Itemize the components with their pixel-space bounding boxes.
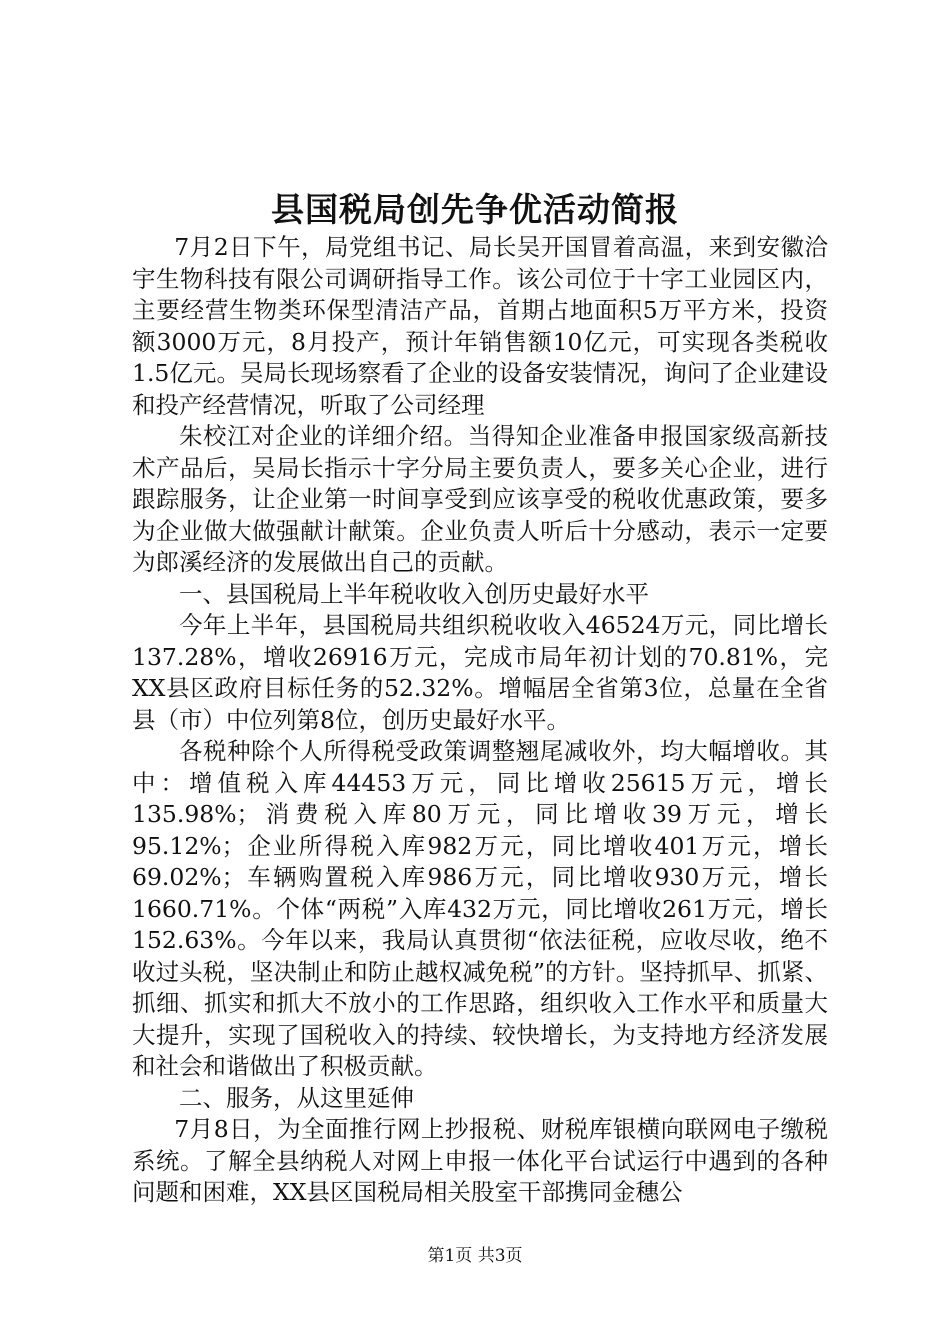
paragraph-4: 各税种除个人所得税受政策调整翘尾减收外，均大幅增收。其中：增值税入库44453万元，同比增收25615万元，增长135.98%；消费税入库80万元，同比增收39万元，增长95.12%；企业所得税入库982万元，同比增收401万元，增长69.02%；车辆购置税入库986万元，同比增收930万元，增长1660.71%。个体“两税”入库432万元，同比增收261万元，增长152.63%。今年以来，我局认真贯彻“依法征税，应收尽收，绝不收过头税，坚决制止和防止越权减免税”的方针。坚持抓早、抓紧、抓细、抓实和抓大不放小的工作思路，组织收入工作水平和质量大大提升，实现了国税收入的持续、较快增长，为支持地方经济发展和社会和谐做出了积极贡献。 [132,737,828,1080]
paragraph-2: 朱校江对企业的详细介绍。当得知企业准备申报国家级高新技术产品后，吴局长指示十字分局主要负责人，要多关心企业，进行跟踪服务，让企业第一时间享受到应该享受的税收优惠政策，要多为企业做大做强献计献策。企业负责人听后十分感动，表示一定要为郎溪经济的发展做出自己的贡献。 [132,422,828,576]
paragraph-5: 7月8日，为全面推行网上抄报税、财税库银横向联网电子缴税系统。了解全县纳税人对网上申报一体化平台试运行中遇到的各种问题和困难，XX县区国税局相关股室干部携同金穗公 [132,1115,828,1206]
section-heading-2: 二、服务，从这里延伸 [179,1083,414,1112]
document-title: 县国税局创先争优活动简报 [271,190,679,229]
section-heading-1: 一、县国税局上半年税收收入创历史最好水平 [179,579,649,608]
paragraph-3: 今年上半年，县国税局共组织税收收入46524万元，同比增长137.28%，增收26916万元，完成市局年初计划的70.81%，完XX县区政府目标任务的52.32%。增幅居全省第3位，总量在全省县（市）中位列第8位，创历史最好水平。 [132,611,828,734]
page-number: 第1页 共3页 [427,1246,523,1266]
paragraph-1: 7月2日下午，局党组书记、局长吴开国冒着高温，来到安徽洽宇生物科技有限公司调研指导工作。该公司位于十字工业园区内，主要经营生物类环保型清洁产品，首期占地面积5万平方米，投资额3000万元，8月投产，预计年销售额10亿元，可实现各类税收1.5亿元。吴局长现场察看了企业的设备安装情况，询问了企业建设和投产经营情况，听取了公司经理 [132,233,828,419]
document-body [132,232,828,1209]
